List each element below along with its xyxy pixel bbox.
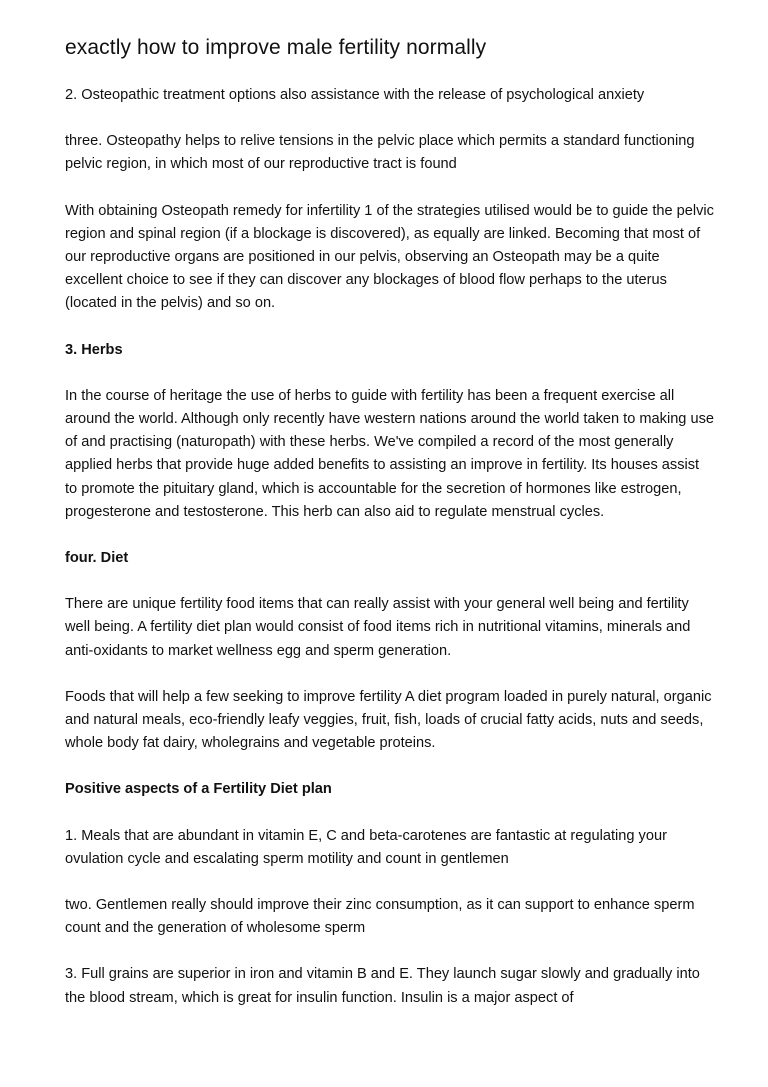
heading-herbs: 3. Herbs (65, 341, 123, 358)
paragraph-osteopathy-pelvic: three. Osteopathy helps to relive tensions in the pelvic place which permits a standard functioning pelvic region, in which most of our reproductive tract is found (65, 133, 695, 173)
document-page (65, 34, 715, 1033)
heading-fertility-diet-benefits: Positive aspects of a Fertility Diet plan (65, 781, 332, 798)
list-item-zinc: two. Gentlemen really should improve their zinc consumption, as it can support to enhance sperm count and the generation of wholesome sperm (65, 897, 695, 937)
paragraph-fertility-foods: There are unique fertility food items that can really assist with your general well being and fertility well being. A fertility diet plan would consist of food items rich in nutritional vitamins, minerals and anti-oxidants to market wellness egg and sperm generation. (65, 596, 691, 659)
paragraph-herbs: In the course of heritage the use of herbs to guide with fertility has been a frequent exercise all around the world. Although only recently have western nations around the world taken to making use of and practising (naturopath) with these herbs. We've compiled a record of the most generally applied herbs that provide huge added benefits to assisting an improve in fertility. Its houses assist to promote the pituitary gland, which is accountable for the secretion of hormones like estrogen, progesterone and testosterone. This herb can also aid to regulate menstrual cycles. (65, 387, 715, 520)
list-item-vitamins: 1. Meals that are abundant in vitamin E, C and beta-carotenes are fantastic at regulating your ovulation cycle and escalating sperm motility and count in gentlemen (65, 827, 667, 867)
heading-diet: four. Diet (65, 550, 129, 567)
document-title: exactly how to improve male fertility normally (65, 36, 487, 59)
paragraph-osteopath-remedy: With obtaining Osteopath remedy for infertility 1 of the strategies utilised would be to guide the pelvic region and spinal region (if a blockage is discovered), as equally are linked. Becoming that most of our reproductive organs are positioned in our pelvis, observing an Osteopath may be a quite excellent choice to see if they can discover any blockages of blood flow perhaps to the uterus (located in the pelvis) and so on. (65, 202, 714, 312)
list-item-whole-grains: 3. Full grains are superior in iron and vitamin B and E. They launch sugar slowly and gradually into the blood stream, which is great for insulin function. Insulin is a major aspect of (65, 966, 700, 1006)
paragraph-foods-help: Foods that will help a few seeking to improve fertility A diet program loaded in purely natural, organic and natural meals, eco-friendly leafy veggies, fruit, fish, loads of crucial fatty acids, nuts and seeds, whole body fat dairy, wholegrains and vegetable proteins. (65, 688, 712, 752)
paragraph-osteopathic-anxiety: 2. Osteopathic treatment options also assistance with the release of psychological anxiety (65, 87, 645, 103)
